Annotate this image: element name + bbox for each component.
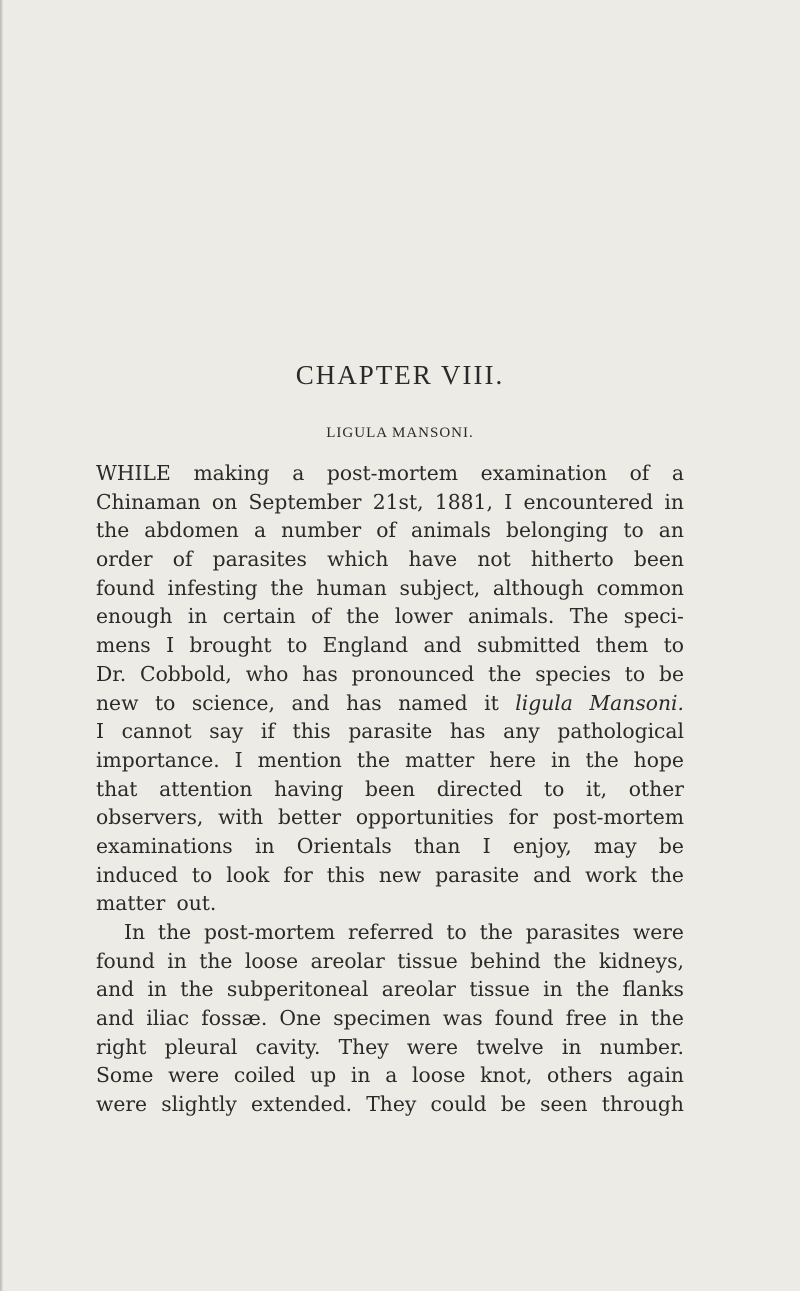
word: hope xyxy=(633,747,684,772)
word: in xyxy=(147,977,167,1002)
word: examination xyxy=(480,461,607,485)
word: was xyxy=(442,1006,483,1031)
text-line xyxy=(96,602,684,631)
word: the xyxy=(199,948,233,973)
word: parasite xyxy=(348,719,433,744)
word: work xyxy=(585,862,637,887)
word: to xyxy=(446,920,467,944)
text-line xyxy=(96,717,684,746)
word: out. xyxy=(176,891,217,916)
word: and xyxy=(291,690,330,715)
word: for xyxy=(283,862,313,887)
text-line xyxy=(96,775,684,804)
word: again xyxy=(627,1063,684,1088)
word: and xyxy=(96,1006,135,1031)
word: science, xyxy=(191,690,275,715)
word: knot, xyxy=(480,1063,533,1088)
word: named xyxy=(398,690,468,715)
word: I xyxy=(166,633,175,658)
word: seen xyxy=(540,1092,588,1117)
word: were xyxy=(168,1063,220,1088)
word: matter xyxy=(404,747,475,772)
page-edge xyxy=(0,0,3,1291)
word: has xyxy=(302,661,338,686)
word: subject, xyxy=(399,575,481,600)
word: be xyxy=(658,661,684,686)
word: loose xyxy=(244,948,299,973)
word: kidneys, xyxy=(598,948,684,973)
word: attention xyxy=(159,776,253,801)
word: to xyxy=(191,862,213,887)
word: in xyxy=(543,977,563,1002)
word: other xyxy=(628,776,684,801)
word: animals. xyxy=(468,604,555,629)
word: the xyxy=(96,518,130,543)
word: England xyxy=(322,633,409,658)
text-line xyxy=(96,1004,684,1033)
word: not xyxy=(477,547,511,572)
word: submitted xyxy=(476,633,581,658)
text-line xyxy=(96,803,684,832)
text-line xyxy=(96,832,684,861)
word: mens xyxy=(96,633,151,658)
word: parasites xyxy=(212,547,307,572)
word: up xyxy=(310,1063,337,1088)
word: the xyxy=(650,1006,684,1031)
word: twelve xyxy=(476,1034,544,1059)
word: were xyxy=(96,1092,148,1117)
word: and xyxy=(423,633,462,658)
word: post-mortem xyxy=(326,461,459,485)
word: of xyxy=(376,518,396,543)
text-line xyxy=(96,1061,684,1090)
word: encountered xyxy=(523,489,654,514)
word: In xyxy=(124,920,146,944)
word: of xyxy=(629,461,650,485)
word: been xyxy=(633,547,684,572)
word: number. xyxy=(599,1034,684,1059)
word: in xyxy=(664,489,684,514)
text-line xyxy=(96,1090,684,1119)
word: the xyxy=(270,575,304,600)
word: speci- xyxy=(623,604,684,629)
word: specimen xyxy=(333,1006,431,1031)
word: found xyxy=(96,575,155,600)
word: it, xyxy=(586,776,608,801)
word: has xyxy=(346,690,382,715)
text-line xyxy=(96,947,684,976)
word: in xyxy=(254,833,275,858)
word: to xyxy=(544,776,565,801)
text-line xyxy=(96,918,684,947)
word: opportunities xyxy=(355,805,494,830)
word: mention xyxy=(257,747,342,772)
word: a xyxy=(385,1063,398,1088)
word: this xyxy=(292,719,331,744)
word: the xyxy=(650,862,684,887)
word: found xyxy=(96,948,155,973)
word: subperitoneal xyxy=(226,977,369,1002)
word: the xyxy=(346,604,380,629)
word: areolar xyxy=(310,948,385,973)
word: observers, xyxy=(96,805,204,830)
word: ligula xyxy=(515,690,573,715)
word: order xyxy=(96,547,153,572)
word: tissue xyxy=(469,977,530,1002)
text-line xyxy=(96,746,684,775)
word: in xyxy=(187,604,208,629)
word: flanks xyxy=(622,977,684,1002)
word: although xyxy=(492,575,584,600)
word: WHILE xyxy=(96,461,171,485)
word: look xyxy=(226,862,270,887)
word: They xyxy=(338,1034,389,1059)
word: directed xyxy=(436,776,523,801)
word: abdomen xyxy=(144,518,239,543)
text-line xyxy=(96,889,684,918)
text-line xyxy=(96,1033,684,1062)
word: common xyxy=(596,575,684,600)
word: Orientals xyxy=(296,833,392,858)
word: in xyxy=(550,747,571,772)
word: to xyxy=(286,633,308,658)
word: a xyxy=(671,461,684,485)
word: be xyxy=(658,833,684,858)
word: others xyxy=(547,1063,613,1088)
word: I xyxy=(96,719,105,744)
word: on xyxy=(211,489,238,514)
word: I xyxy=(504,489,513,514)
word: the xyxy=(479,920,513,944)
word: Mansoni. xyxy=(589,690,684,715)
word: species xyxy=(535,661,611,686)
text-line xyxy=(96,516,684,545)
word: new xyxy=(96,690,139,715)
word: the xyxy=(180,977,214,1002)
word: September xyxy=(248,489,362,514)
word: in xyxy=(619,1006,639,1031)
word: an xyxy=(658,518,684,543)
word: in xyxy=(561,1034,582,1059)
word: enjoy, xyxy=(512,833,572,858)
word: if xyxy=(260,719,275,744)
word: Some xyxy=(96,1063,154,1088)
word: this xyxy=(326,862,365,887)
word: number xyxy=(281,518,362,543)
word: new xyxy=(378,862,422,887)
word: The xyxy=(569,604,609,629)
word: than xyxy=(414,833,461,858)
word: a xyxy=(292,461,305,485)
word: examinations xyxy=(96,833,233,858)
word: cavity. xyxy=(255,1034,321,1059)
text-line xyxy=(96,689,684,718)
word: One xyxy=(279,1006,322,1031)
word: be xyxy=(500,1092,526,1117)
word: to xyxy=(624,661,646,686)
word: the xyxy=(585,747,619,772)
word: 21st, xyxy=(372,489,424,514)
word: the xyxy=(576,977,610,1002)
word: right xyxy=(96,1034,147,1059)
word: here xyxy=(489,747,537,772)
body-text xyxy=(96,459,684,1119)
chapter-title: CHAPTER VIII. xyxy=(295,360,505,390)
word: enough xyxy=(96,604,173,629)
word: it xyxy=(484,690,499,715)
word: extended. xyxy=(251,1092,353,1117)
text-line xyxy=(96,660,684,689)
word: importance. xyxy=(96,747,220,772)
word: hitherto xyxy=(530,547,614,572)
word: Dr. xyxy=(96,661,127,686)
text-line xyxy=(96,545,684,574)
section-title: LIGULA MANSONI. xyxy=(326,425,474,441)
word: the xyxy=(488,661,522,686)
word: Cobbold, xyxy=(140,661,232,686)
word: Chinaman xyxy=(96,489,201,514)
word: iliac xyxy=(146,1006,190,1031)
word: coiled xyxy=(233,1063,296,1088)
text-line xyxy=(96,574,684,603)
word: making xyxy=(193,461,270,485)
word: free xyxy=(565,1006,607,1031)
text-line xyxy=(96,975,684,1004)
word: I xyxy=(234,747,243,772)
word: post-mortem xyxy=(203,920,336,944)
word: has xyxy=(449,719,486,744)
word: the xyxy=(553,948,587,973)
word: pathological xyxy=(557,719,684,744)
word: loose xyxy=(412,1063,466,1088)
word: could xyxy=(430,1092,487,1117)
word: who xyxy=(245,661,289,686)
word: which xyxy=(327,547,389,572)
word: human xyxy=(316,575,387,600)
word: may xyxy=(593,833,637,858)
word: and xyxy=(533,862,572,887)
word: tissue xyxy=(397,948,458,973)
word: them xyxy=(595,633,649,658)
word: for xyxy=(508,805,538,830)
word: and xyxy=(96,977,135,1002)
word: belonging xyxy=(505,518,609,543)
text-line xyxy=(96,631,684,660)
word: of xyxy=(172,547,193,572)
word: animals xyxy=(411,518,491,543)
word: matter xyxy=(96,891,166,916)
word: post-mortem xyxy=(552,805,684,830)
word: say xyxy=(209,719,244,744)
word: to xyxy=(623,518,644,543)
word: to xyxy=(154,690,176,715)
word: pleural xyxy=(164,1034,238,1059)
text-line xyxy=(96,488,684,517)
word: any xyxy=(503,719,540,744)
word: a xyxy=(253,518,267,543)
word: having xyxy=(274,776,344,801)
word: were xyxy=(632,920,684,944)
word: They xyxy=(366,1092,417,1117)
word: of xyxy=(311,604,331,629)
word: to xyxy=(663,633,684,658)
word: the xyxy=(356,747,391,772)
word: through xyxy=(601,1092,684,1117)
word: parasite xyxy=(435,862,520,887)
word: behind xyxy=(470,948,541,973)
text-line xyxy=(96,861,684,890)
word: cannot xyxy=(121,719,192,744)
word: have xyxy=(408,547,458,572)
word: referred xyxy=(347,920,434,944)
word: certain xyxy=(222,604,296,629)
word: that xyxy=(96,776,138,801)
word: lower xyxy=(394,604,453,629)
word: infesting xyxy=(167,575,258,600)
word: were xyxy=(406,1034,458,1059)
word: I xyxy=(482,833,491,858)
word: pronounced xyxy=(351,661,475,686)
word: brought xyxy=(189,633,272,658)
word: parasites xyxy=(525,920,621,944)
word: the xyxy=(157,920,192,944)
word: 1881, xyxy=(434,489,493,514)
word: in xyxy=(167,948,187,973)
word: better xyxy=(278,805,342,830)
word: with xyxy=(218,805,264,830)
word: been xyxy=(364,776,416,801)
word: found xyxy=(494,1006,554,1031)
word: fossæ. xyxy=(201,1006,268,1031)
text-line xyxy=(96,459,684,488)
word: induced xyxy=(96,862,178,887)
word: in xyxy=(350,1063,371,1088)
word: areolar xyxy=(381,977,457,1002)
word: slightly xyxy=(161,1092,237,1117)
